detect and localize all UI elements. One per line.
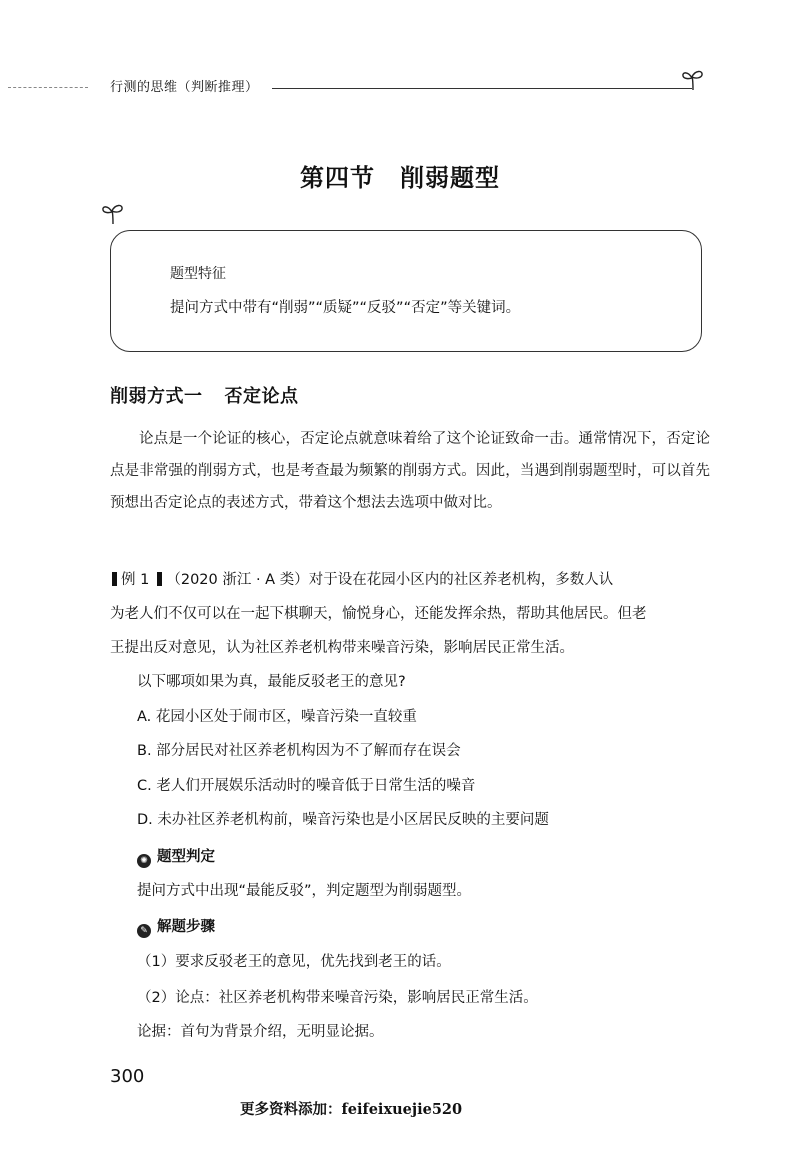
feature-label: 题型特征 [170, 266, 226, 282]
header-rule [272, 88, 692, 89]
pencil-icon: ✎ [137, 924, 151, 938]
method-paragraph [110, 423, 710, 519]
example-label: 例 1 [121, 572, 150, 588]
option-d: D. 未办社区养老机构前，噪音污染也是小区居民反映的主要问题 [137, 812, 549, 828]
option-a: A. 花园小区处于闹市区，噪音污染一直较重 [137, 709, 417, 725]
judgment-text: 提问方式中出现“最能反驳”，判定题型为削弱题型。 [137, 883, 472, 899]
step-2: （2）论点：社区养老机构带来噪音污染，影响居民正常生活。 [137, 990, 538, 1006]
example-source-line: （2020 浙江 · A 类）对于设在花园小区内的社区养老机构，多数人认 [166, 572, 614, 588]
method-heading [110, 382, 299, 408]
sprout-icon [680, 66, 706, 92]
header-dashed-rule [8, 87, 88, 88]
option-c: C. 老人们开展娱乐活动时的噪音低于日常生活的噪音 [137, 778, 476, 794]
footer-note: 更多资料添加：feifeixuejie520 [240, 1101, 463, 1118]
method-title: 削弱方式一 [110, 386, 203, 407]
steps-heading: 解题步骤 [157, 919, 215, 935]
example-bar-right [157, 572, 162, 586]
example-line-2: 为老人们不仅可以在一起下棋聊天，愉悦身心，还能发挥余热，帮助其他居民。但老 [110, 606, 647, 622]
example-line-1 [110, 568, 613, 589]
judgment-heading: 题型判定 [157, 849, 215, 865]
page-number: 300 [110, 1066, 145, 1087]
feature-text: 提问方式中带有“削弱”“质疑”“反驳”“否定”等关键词。 [170, 300, 521, 316]
gear-icon: ✺ [137, 854, 151, 868]
example-line-3: 王提出反对意见，认为社区养老机构带来噪音污染，影响居民正常生活。 [110, 640, 574, 656]
sprout-icon [100, 200, 126, 226]
evidence-line: 论据：首句为背景介绍，无明显论据。 [137, 1024, 384, 1040]
method-paragraph-text: 论点是一个论证的核心，否定论点就意味着给了这个论证致命一击。通常情况下，否定论点是非常强的削弱方式，也是考查最为频繁的削弱方式。因此，当遇到削弱题型时，可以首先预想出否定论点的表述方式，带着这个想法去选项中做对比。 [110, 431, 710, 511]
section-title: 第四节 削弱题型 [300, 164, 500, 192]
step-1: （1）要求反驳老王的意见，优先找到老王的话。 [137, 954, 451, 970]
method-subtitle: 否定论点 [224, 386, 299, 407]
feature-box [110, 230, 702, 352]
option-b: B. 部分居民对社区养老机构因为不了解而存在误会 [137, 743, 461, 759]
running-header-title: 行测的思维（判断推理） [110, 80, 259, 95]
example-question: 以下哪项如果为真，最能反驳老王的意见? [137, 674, 406, 690]
steps-heading-row [137, 915, 215, 938]
judgment-heading-row [137, 845, 215, 868]
example-bar-left [112, 572, 117, 586]
